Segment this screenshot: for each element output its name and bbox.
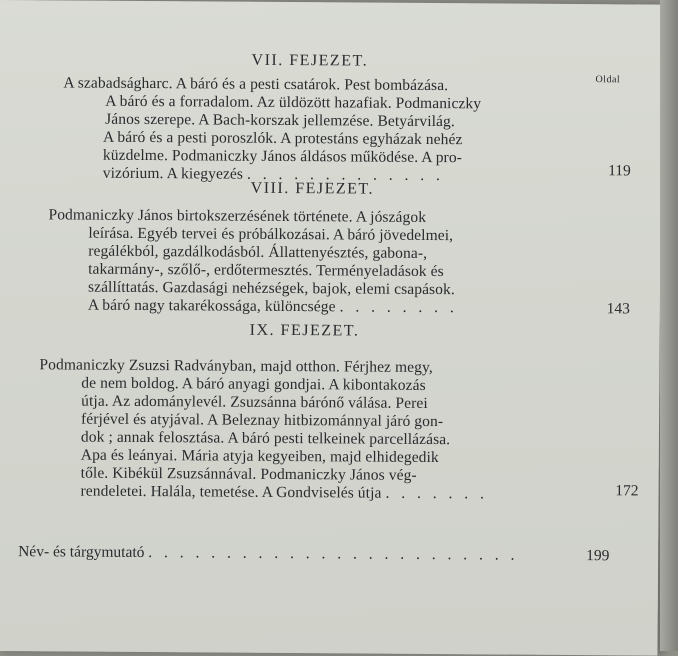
chapter-page-number-vii: 119 <box>608 162 631 180</box>
index-page-number: 199 <box>586 547 610 565</box>
entry-line: szállíttatás. Gazdasági nehézségek, bajok, elemi csapások. <box>87 278 455 299</box>
page-edge-shadow <box>660 0 678 651</box>
entry-line: de nem boldog. A báró anyagi gondjai. A kibontakozás <box>81 374 426 394</box>
chapter-entry-viii <box>48 206 589 318</box>
chapter-heading-ix: IX. FEJEZET. <box>249 321 360 340</box>
leader-dots: . . . . . . . . . . . . . . . . . . . . . . . . <box>148 544 519 564</box>
entry-line: regálékból, gazdálkodásból. Állattenyésztés, gabona-, <box>88 242 428 262</box>
entry-line: leírása. Egyéb tervei és próbálkozásai. A báró jövedelmei, <box>88 224 454 245</box>
leader-dots: . . . . . . . . <box>339 298 458 317</box>
entry-line: tőle. Kibékül Zsuzsánnával. Podmaniczky János vég- <box>80 464 417 484</box>
leader-dots: . . . . . . . . . . . . . <box>246 165 444 185</box>
entry-line <box>48 296 588 318</box>
entry-line: dok ; annak felosztása. A báró pesti telkeinek parcellázása. <box>80 428 451 449</box>
entry-line: Podmaniczky János birtokszerzésének története. A jószágok <box>48 206 427 226</box>
entry-line: János szerepe. A Bach-korszak jellemzése. Betyárvilág. <box>105 110 455 131</box>
entry-line: küzdelme. Podmaniczky János áldásos működése. A pro- <box>102 146 463 167</box>
entry-line <box>39 482 599 504</box>
chapter-heading-vii: VII. FEJEZET. <box>251 51 369 70</box>
leader-dots: . . . . . . . <box>385 484 488 503</box>
index-label: Név- és tárgymutató <box>18 543 145 562</box>
entry-line: útja. Az adománylevél. Zsuzsánna bárónő válása. Perei <box>81 392 428 412</box>
entry-line: A báró és a pesti poroszlók. A protestáns egyházak nehéz <box>102 128 463 149</box>
entry-line: takarmány-, szőlő-, erdőtermesztés. Terményeladások és <box>88 260 444 281</box>
entry-line: Apa és leányai. Mária atyja kegyeiben, majd elhidegedik <box>80 446 439 467</box>
entry-line-text: A báró nagy takarékossága, különcsége <box>87 296 336 316</box>
chapter-page-number-viii: 143 <box>606 300 630 318</box>
page-column-label: Oldal <box>595 74 621 86</box>
entry-line: A báró és a forradalom. Az üldözött hazafiak. Podmaniczky <box>105 92 482 113</box>
chapter-entry-vii <box>63 74 594 186</box>
chapter-entry-ix <box>39 356 600 504</box>
entry-line: férjével és atyjával. A Beleznay hitbizománnyal járó gon- <box>81 410 444 431</box>
entry-line-text: vizórium. A kiegyezés <box>102 164 244 183</box>
chapter-page-number-ix: 172 <box>615 482 639 500</box>
chapter-heading-viii: VIII. FEJEZET. <box>250 179 375 198</box>
entry-line-text: rendeletei. Halála, temetése. A Gondviselés útja <box>80 482 382 502</box>
reverse-side-bleed <box>15 500 636 654</box>
entry-line: Podmaniczky Zsuzsi Radványban, majd otthon. Férjhez megy, <box>39 356 433 377</box>
index-entry <box>18 543 638 565</box>
entry-line: A szabadságharc. A báró és a pesti csatárok. Pest bombázása. <box>63 74 449 95</box>
